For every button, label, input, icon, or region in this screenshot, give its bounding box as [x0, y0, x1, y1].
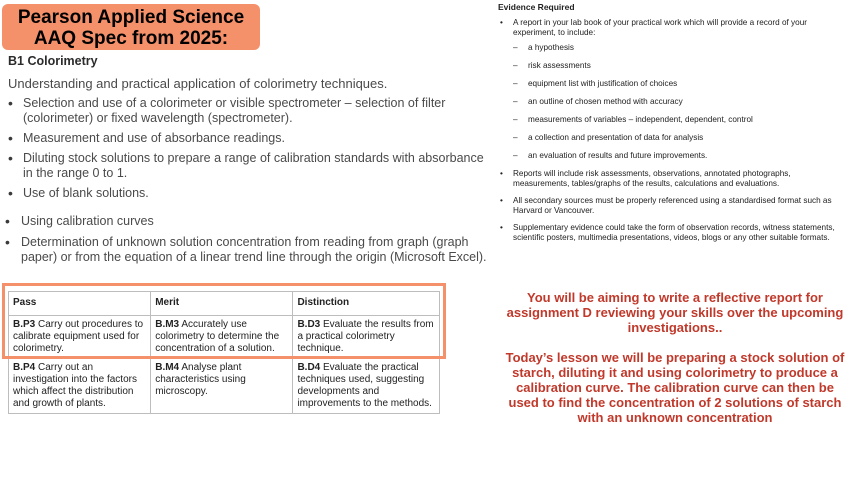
- criteria-code: B.M4: [155, 362, 180, 373]
- assignment-note: You will be aiming to write a reflective report for assignment D reviewing your skills over the upcoming investigations..: [506, 290, 844, 335]
- evidence-panel: [498, 2, 848, 250]
- criteria-code: B.D3: [297, 319, 321, 330]
- criteria-text: Analyse plant characteristics using microscopy.: [155, 362, 246, 397]
- lesson-note: Today’s lesson we will be preparing a stock solution of starch, diluting it and using colorimetry to produce a calibration curve. The calibration curve can then be used to find the concentration of 2 solutions of starch with an unknown concentration: [505, 350, 845, 425]
- bullet-item: • Use of blank solutions.: [8, 186, 488, 201]
- criteria-cell: [293, 359, 440, 414]
- unit-bullet-list-2: [5, 214, 495, 271]
- title-line-1: Pearson Applied Science: [17, 7, 245, 28]
- table-row: [9, 359, 440, 414]
- criteria-text: Carry out procedures to calibrate equipment used for colorimetry.: [13, 319, 144, 354]
- evidence-title: Evidence Required: [498, 2, 575, 12]
- criteria-cell: [151, 359, 293, 414]
- criteria-code: B.M3: [155, 319, 180, 330]
- header-distinction: Distinction: [293, 292, 440, 316]
- header-merit: Merit: [151, 292, 293, 316]
- evidence-sub-item: – an evaluation of results and future improvements.: [513, 151, 848, 161]
- unit-intro: Understanding and practical application of colorimetry techniques.: [8, 76, 388, 91]
- criteria-text: Evaluate the practical techniques used, suggesting developments and improvements to the methods.: [297, 362, 432, 409]
- criteria-text: Carry out an investigation into the factors which affect the distribution and growth of plants.: [13, 362, 137, 409]
- criteria-text: Accurately use colorimetry to determine the concentration of a solution.: [155, 319, 280, 354]
- evidence-list: [498, 18, 848, 243]
- unit-heading: B1 Colorimetry: [8, 54, 98, 68]
- evidence-sub-item: – an outline of chosen method with accuracy: [513, 97, 848, 107]
- bullet-item: • Diluting stock solutions to prepare a range of calibration standards with absorbance in the range 0 to 1.: [8, 151, 488, 181]
- title-line-2: AAQ Spec from 2025:: [33, 28, 229, 49]
- evidence-item-text: A report in your lab book of your practical work which will provide a record of your experiment, to include:: [513, 18, 807, 37]
- criteria-code: B.P4: [13, 362, 36, 373]
- criteria-cell: [9, 359, 151, 414]
- title-banner: [2, 4, 260, 50]
- bullet-item: • Determination of unknown solution concentration from reading from graph (graph paper) or from the equation of a linear trend line through the origin (Microsoft Excel).: [5, 235, 495, 265]
- evidence-sub-item: – a hypothesis: [513, 43, 848, 53]
- evidence-sub-item: – a collection and presentation of data for analysis: [513, 133, 848, 143]
- evidence-sub-item: – equipment list with justification of choices: [513, 79, 848, 89]
- evidence-item: • Reports will include risk assessments, observations, annotated photographs, measurements, tables/graphs of the results, calculations and evaluations.: [498, 169, 848, 189]
- evidence-sub-list: [513, 43, 848, 161]
- lesson-notes: [500, 290, 850, 440]
- criteria-code: B.D4: [297, 362, 321, 373]
- criteria-cell: [151, 316, 293, 359]
- criteria-header-row: [9, 292, 440, 316]
- evidence-item: • Supplementary evidence could take the form of observation records, witness statements, scientific posters, multimedia presentations, videos, blogs or any other suitable formats.: [498, 223, 848, 243]
- bullet-item: • Measurement and use of absorbance readings.: [8, 131, 488, 146]
- header-pass: Pass: [9, 292, 151, 316]
- unit-bullet-list: [8, 96, 488, 206]
- criteria-text: Evaluate the results from a practical colorimetry technique.: [297, 319, 434, 354]
- evidence-item: • All secondary sources must be properly referenced using a standardised format such as Harvard or Vancouver.: [498, 196, 848, 216]
- table-row: [9, 316, 440, 359]
- criteria-cell: [293, 316, 440, 359]
- evidence-item: [498, 18, 848, 161]
- evidence-sub-item: – risk assessments: [513, 61, 848, 71]
- criteria-code: B.P3: [13, 319, 36, 330]
- bullet-item: • Selection and use of a colorimeter or visible spectrometer – selection of filter (colorimeter) or fixed wavelength (spectrometer).: [8, 96, 488, 126]
- bullet-item: • Using calibration curves: [5, 214, 495, 229]
- evidence-sub-item: – measurements of variables – independent, dependent, control: [513, 115, 848, 125]
- criteria-cell: [9, 316, 151, 359]
- criteria-table: [8, 291, 440, 414]
